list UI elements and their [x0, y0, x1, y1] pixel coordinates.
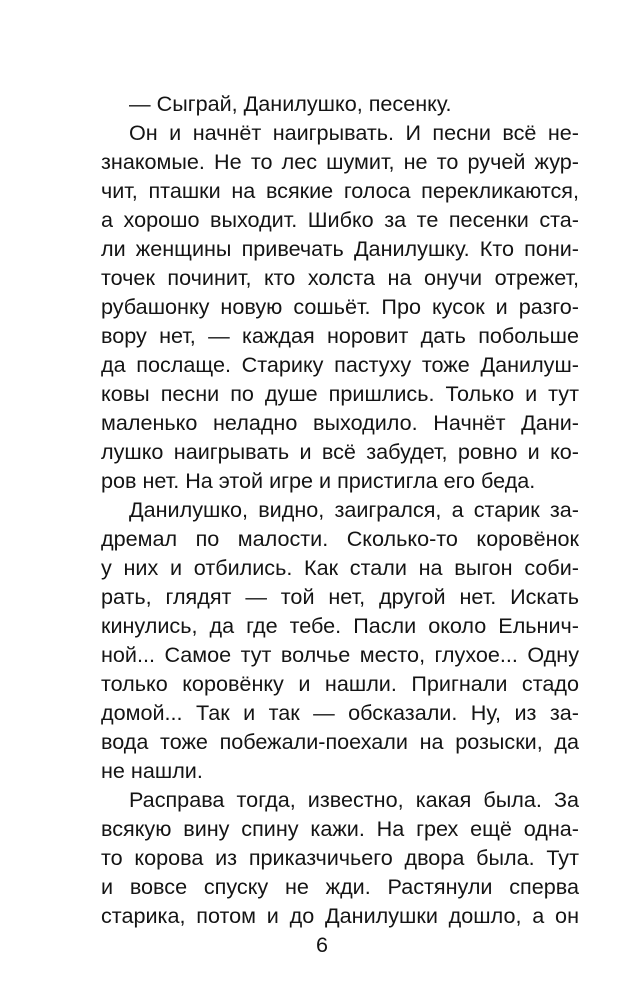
text-line: Данилушко, видно, заигрался, а старик за- — [129, 497, 579, 522]
text-line: а хорошо выходит. Шибко за те песенки ста- — [101, 207, 579, 232]
text-line: ковы песни по душе пришлись. Только и тут — [101, 381, 579, 406]
text-line: Расправа тогда, известно, какая была. За — [129, 787, 579, 812]
text-line: всякую вину спину кажи. На грех ещё одна- — [101, 816, 579, 841]
text-line: не нашли. — [101, 758, 203, 783]
text-line: рубашонку новую сошьёт. Про кусок и разго- — [101, 294, 579, 319]
page-number: 6 — [315, 932, 328, 957]
text-line: ной... Самое тут волчье место, глухое... Одну — [101, 642, 579, 667]
text-line: знакомые. Не то лес шумит, не то ручей жур- — [101, 149, 579, 174]
text-line: то корова из приказчичьего двора была. Тут — [101, 845, 579, 870]
text-line: Он и начнёт наигрывать. И песни всё не- — [129, 120, 579, 145]
text-line: только коровёнку и нашли. Пригнали стадо — [101, 671, 579, 696]
text-line: вода тоже побежали-поехали на розыски, да — [101, 729, 579, 754]
text-line: чит, пташки на всякие голоса перекликаются, — [101, 178, 579, 203]
text-line: вору нет, — каждая норовит дать побольше — [101, 323, 579, 348]
text-line: ли женщины привечать Данилушку. Кто пони- — [101, 236, 579, 261]
text-line: дремал по малости. Сколько-то коровёнок — [101, 526, 579, 551]
text-line: да послаще. Старику пастуху тоже Данилуш- — [101, 352, 579, 377]
text-line: рать, глядят — той нет, другой нет. Искать — [101, 584, 579, 609]
text-line: маленько неладно выходило. Начнёт Дани- — [101, 410, 579, 435]
text-line: точек починит, кто холста на онучи отрежет, — [101, 265, 579, 290]
text-line: домой... Так и так — обсказали. Ну, из за- — [101, 700, 579, 725]
text-line: ров нет. На этой игре и пристигла его беда. — [101, 468, 536, 493]
text-line: лушко наигрывать и всё забудет, ровно и ко- — [101, 439, 579, 464]
text-line: и вовсе спуску не жди. Растянули сперва — [101, 874, 579, 899]
text-line: — Сыграй, Данилушко, песенку. — [129, 91, 452, 116]
text-line: кинулись, да где тебе. Пасли около Ельнич- — [101, 613, 579, 638]
text-line: старика, потом и до Данилушки дошло, а он — [101, 903, 579, 928]
text-line: у них и отбились. Как стали на выгон соби- — [101, 555, 579, 580]
